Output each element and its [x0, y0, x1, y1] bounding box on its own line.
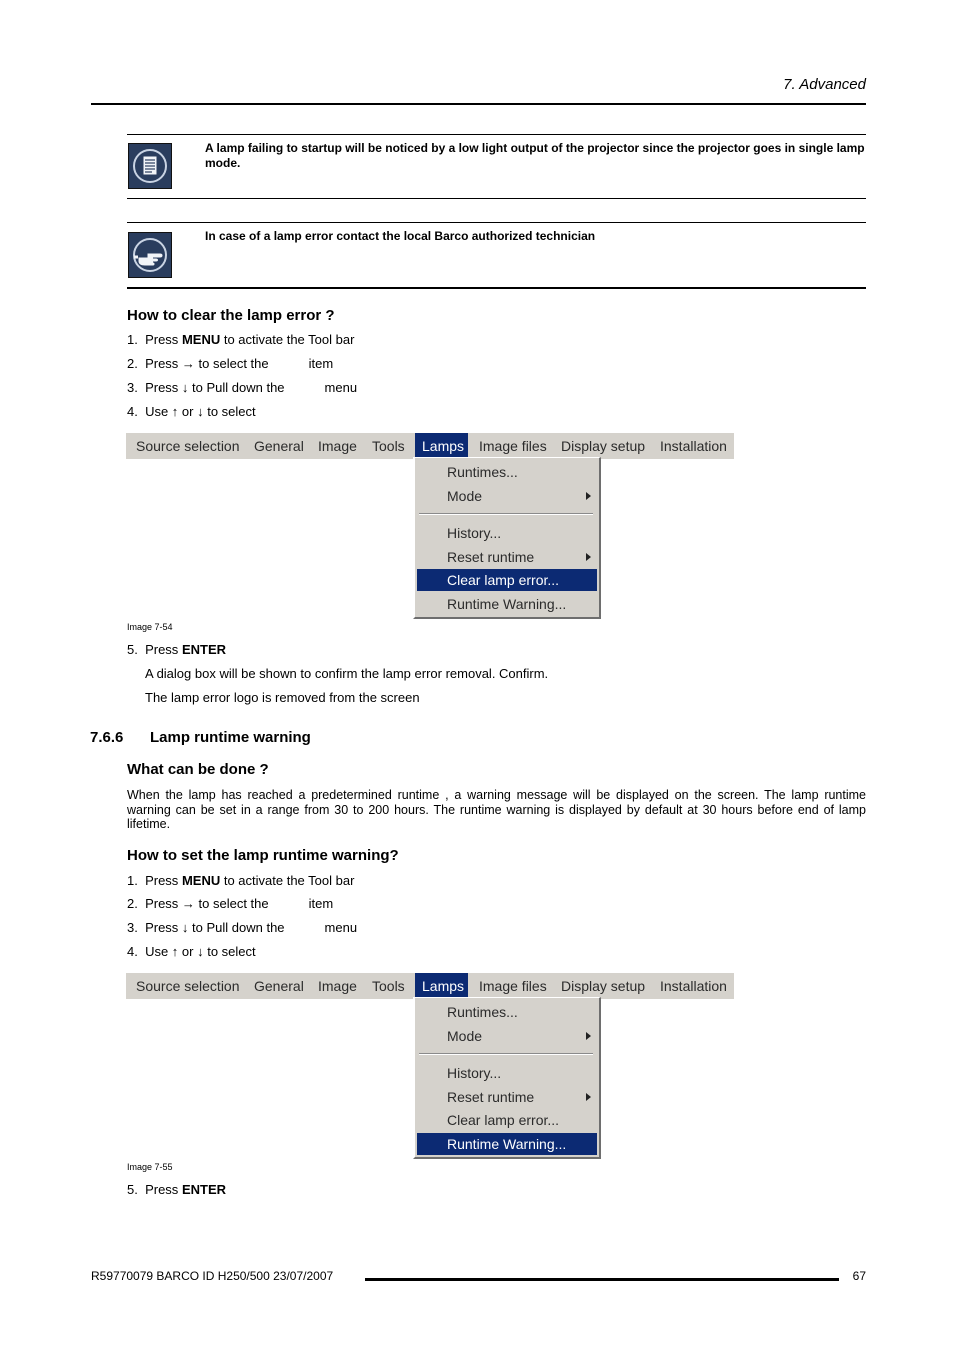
- dropdown-item-label: Clear lamp error...: [447, 572, 560, 588]
- menu-lamps[interactable]: Lamps: [415, 433, 468, 459]
- step-number: 4.: [127, 944, 138, 959]
- dropdown-item-mode[interactable]: [417, 1025, 597, 1047]
- dropdown-item-label: Reset runtime: [447, 549, 535, 565]
- dropdown-item-clear-lamp-error[interactable]: [417, 569, 597, 591]
- step-text: Press → to select the: [145, 896, 269, 911]
- submenu-arrow-icon: [586, 553, 591, 561]
- submenu-arrow-icon: [586, 1032, 591, 1040]
- menu-bar: [126, 973, 734, 999]
- menu-display-setup[interactable]: Display setup: [561, 438, 646, 454]
- dropdown-item-history[interactable]: [417, 1062, 597, 1084]
- dropdown-item-label: History...: [447, 1065, 502, 1081]
- menu-lamps[interactable]: Lamps: [415, 973, 468, 999]
- key-label: ENTER: [181, 642, 226, 657]
- menu-source-selection[interactable]: Source selection: [136, 438, 240, 454]
- step-item: [127, 873, 354, 888]
- dropdown-item-runtime-warning[interactable]: [417, 1133, 597, 1155]
- menu-general[interactable]: General: [254, 978, 304, 994]
- menu-installation[interactable]: Installation: [660, 978, 727, 994]
- note-divider: [127, 198, 866, 199]
- dropdown-separator: [419, 1053, 593, 1055]
- step-item: [127, 356, 333, 371]
- step-number: 3.: [127, 380, 138, 395]
- dropdown-item-runtime-warning[interactable]: [417, 593, 597, 615]
- step-number: 2.: [127, 356, 138, 371]
- dropdown-item-label: Runtime Warning...: [447, 596, 567, 612]
- step-text: item: [308, 356, 334, 371]
- step-number: 2.: [127, 896, 138, 911]
- lamps-dropdown: [413, 457, 601, 619]
- step-text: Press: [145, 873, 179, 888]
- menu-bar: [126, 433, 734, 459]
- step-text: Press: [145, 642, 179, 657]
- dropdown-item-label: Mode: [447, 488, 483, 504]
- step-text: Press ↓ to Pull down the: [145, 920, 285, 935]
- section-heading: How to set the lamp runtime warning?: [127, 847, 399, 864]
- dropdown-item-label: Runtime Warning...: [447, 1136, 567, 1152]
- menu-image-files[interactable]: Image files: [479, 978, 547, 994]
- menu-installation[interactable]: Installation: [660, 438, 727, 454]
- step-item: [127, 642, 226, 657]
- note-divider: [127, 134, 866, 135]
- dropdown-item-label: Reset runtime: [447, 1089, 535, 1105]
- step-text: Press: [145, 1182, 179, 1197]
- menu-tools[interactable]: Tools: [372, 438, 405, 454]
- note-text: A lamp failing to startup will be noticed by a low light output of the projector since the projector goes in single lamp mode.: [205, 141, 865, 170]
- dropdown-separator: [419, 513, 593, 515]
- footer-rule: [365, 1278, 839, 1281]
- step-number: 1.: [127, 873, 138, 888]
- menu-image[interactable]: Image: [318, 438, 357, 454]
- step-item: [127, 1182, 226, 1197]
- dropdown-item-clear-lamp-error[interactable]: [417, 1109, 597, 1131]
- menu-source-selection[interactable]: Source selection: [136, 978, 240, 994]
- step-text: to activate the Tool bar: [223, 332, 355, 347]
- dropdown-item-runtimes[interactable]: [417, 461, 597, 483]
- dropdown-item-reset-runtime[interactable]: [417, 1086, 597, 1108]
- dropdown-item-label: Runtimes...: [447, 464, 518, 480]
- step-text: Press → to select the: [145, 356, 269, 371]
- dropdown-item-label: Mode: [447, 1028, 483, 1044]
- dropdown-item-label: Clear lamp error...: [447, 1112, 560, 1128]
- step-detail: The lamp error logo is removed from the screen: [145, 690, 420, 705]
- note-divider: [127, 287, 866, 289]
- step-item: [127, 404, 256, 419]
- step-item: [127, 944, 256, 959]
- menu-image[interactable]: Image: [318, 978, 357, 994]
- step-text: Press ↓ to Pull down the: [145, 380, 285, 395]
- image-caption: Image 7-55: [127, 1162, 173, 1172]
- step-number: 5.: [127, 1182, 138, 1197]
- dropdown-item-runtimes[interactable]: [417, 1001, 597, 1023]
- note-text: In case of a lamp error contact the local Barco authorized technician: [205, 229, 596, 243]
- menu-image-files[interactable]: Image files: [479, 438, 547, 454]
- section-heading: How to clear the lamp error ?: [127, 307, 335, 324]
- step-detail: A dialog box will be shown to confirm the lamp error removal. Confirm.: [145, 666, 549, 681]
- step-text: Use ↑ or ↓ to select: [145, 944, 256, 959]
- body-paragraph: When the lamp has reached a predetermined runtime , a warning message will be displayed on the screen. The lamp runtime warning can be set in a range from 30 to 200 hours. The runtime warning is displayed by default at 30 hours before end of lamp lifetime.: [127, 788, 866, 831]
- menu-display-setup[interactable]: Display setup: [561, 978, 646, 994]
- image-caption: Image 7-54: [127, 622, 173, 632]
- step-number: 4.: [127, 404, 138, 419]
- submenu-arrow-icon: [586, 492, 591, 500]
- pointing-hand-icon: [128, 232, 172, 278]
- dropdown-item-history[interactable]: [417, 522, 597, 544]
- note-divider: [127, 222, 866, 223]
- step-text: Press: [145, 332, 179, 347]
- step-item: [127, 920, 357, 935]
- step-text: item: [308, 896, 334, 911]
- note-document-icon: [128, 143, 172, 189]
- lamps-dropdown: [413, 997, 601, 1159]
- dropdown-item-label: History...: [447, 525, 502, 541]
- section-number: 7.6.6: [90, 729, 124, 746]
- step-item: [127, 896, 333, 911]
- step-text: to activate the Tool bar: [223, 873, 355, 888]
- step-text: menu: [324, 380, 358, 395]
- dropdown-item-reset-runtime[interactable]: [417, 546, 597, 568]
- step-text: menu: [324, 920, 358, 935]
- step-text: Use ↑ or ↓ to select: [145, 404, 256, 419]
- header-rule: [91, 103, 866, 105]
- section-title: [90, 729, 311, 746]
- step-number: 3.: [127, 920, 138, 935]
- submenu-arrow-icon: [586, 1093, 591, 1101]
- menu-general[interactable]: General: [254, 438, 304, 454]
- step-item: [127, 380, 357, 395]
- step-number: 5.: [127, 642, 138, 657]
- footer-doc-id: R59770079 BARCO ID H250/500 23/07/2007: [91, 1269, 334, 1283]
- chapter-title: 7. Advanced: [783, 76, 866, 93]
- menu-tools[interactable]: Tools: [372, 978, 405, 994]
- dropdown-item-label: Runtimes...: [447, 1004, 518, 1020]
- step-item: [127, 332, 354, 347]
- section-heading: What can be done ?: [127, 761, 269, 778]
- section-name: Lamp runtime warning: [150, 729, 311, 746]
- key-label: MENU: [181, 332, 221, 347]
- key-label: ENTER: [181, 1182, 226, 1197]
- dropdown-item-mode[interactable]: [417, 485, 597, 507]
- key-label: MENU: [181, 873, 221, 888]
- page-number: 67: [852, 1269, 866, 1283]
- step-number: 1.: [127, 332, 138, 347]
